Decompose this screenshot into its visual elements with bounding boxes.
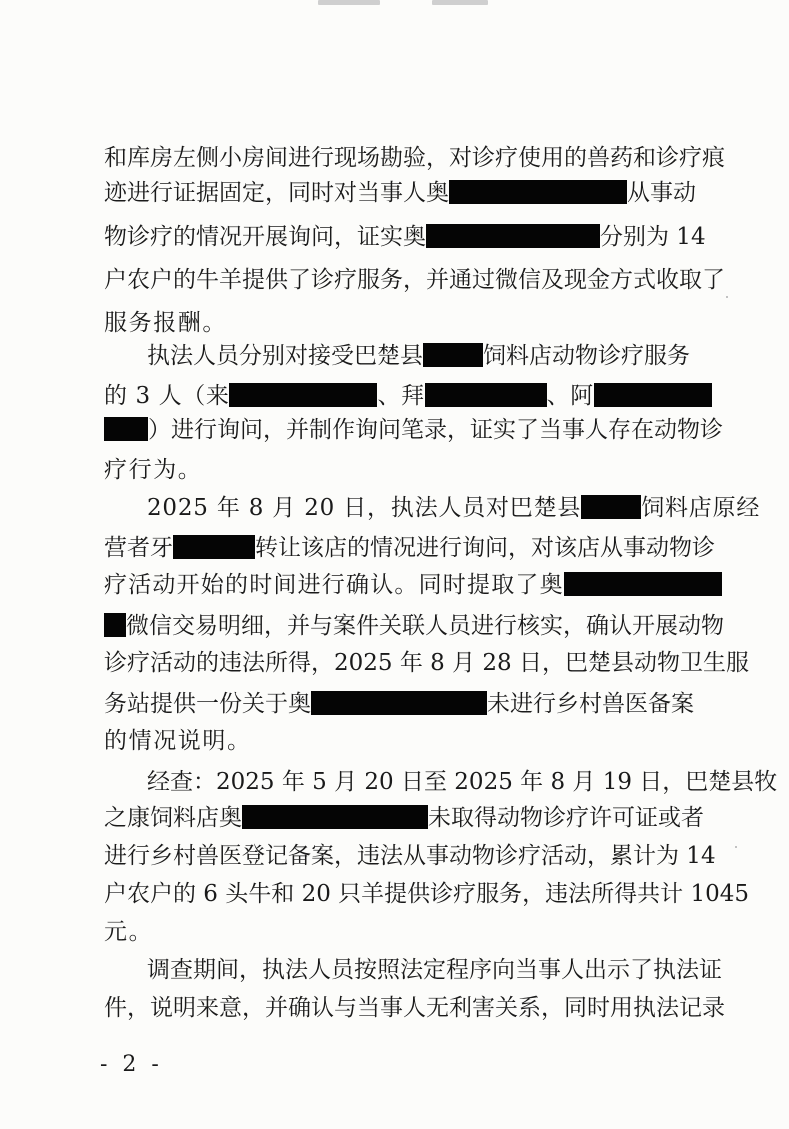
text-line-1 <box>104 140 725 176</box>
redaction-bar <box>311 691 487 715</box>
text-line-19 <box>104 838 716 874</box>
text-segment: 户农户的牛羊提供了诊疗服务，并通过微信及现金方式收取了 <box>104 267 725 293</box>
text-segment: 从事动 <box>627 180 696 206</box>
text-segment: 元。 <box>104 919 154 945</box>
text-line-9 <box>104 452 690 488</box>
text-segment: 、拜 <box>377 383 425 409</box>
text-segment: 疗行为。 <box>104 457 203 483</box>
redaction-bar <box>449 180 627 204</box>
text-segment: 微信交易明细，并与案件关联人员进行核实，确认开展动物 <box>126 613 724 639</box>
text-line-10 <box>147 490 761 526</box>
text-line-8 <box>104 412 723 448</box>
scan-speck <box>726 296 728 298</box>
text-line-4 <box>104 262 725 298</box>
text-segment: 之康饲料店奥 <box>104 805 242 831</box>
text-line-13 <box>104 608 724 644</box>
text-segment: 执法人员分别对接受巴楚县 <box>147 343 423 369</box>
text-segment: 调查期间，执法人员按照法定程序向当事人出示了执法证 <box>147 957 722 983</box>
redaction-bar <box>594 383 712 407</box>
text-segment: 的 3 人（来 <box>104 383 230 409</box>
text-segment: ）进行询问，并制作询问笔录，证实了当事人存在动物诊 <box>148 417 723 443</box>
scan-speck <box>735 846 737 848</box>
text-line-2 <box>104 175 696 211</box>
text-segment: 饲料店原经 <box>641 495 761 521</box>
text-segment: 分别为 14 <box>600 224 706 250</box>
text-segment: 饲料店动物诊疗服务 <box>483 343 690 369</box>
text-segment: 未进行乡村兽医备案 <box>487 691 694 717</box>
redaction-bar <box>423 343 483 367</box>
text-line-22 <box>147 952 722 988</box>
page-number: - 2 - <box>100 1052 163 1077</box>
text-segment: 、阿 <box>546 383 594 409</box>
redaction-bar <box>564 572 722 596</box>
text-segment: 进行乡村兽医登记备案，违法从事动物诊疗活动，累计为 14 <box>104 843 716 869</box>
text-segment: 户农户的 6 头牛和 20 只羊提供诊疗服务，违法所得共计 1045 <box>104 881 749 907</box>
redaction-bar <box>426 224 600 248</box>
text-segment: 服务报酬。 <box>104 310 227 336</box>
text-line-21 <box>104 914 690 950</box>
text-segment: 物诊疗的情况开展询问，证实奥 <box>104 224 426 250</box>
text-line-5 <box>104 305 690 341</box>
text-line-14 <box>104 645 749 681</box>
text-line-17 <box>147 764 778 800</box>
text-segment: 2025 年 8 月 20 日，执法人员对巴楚县 <box>147 495 582 521</box>
text-line-18 <box>104 800 704 836</box>
text-segment: 务站提供一份关于奥 <box>104 691 311 717</box>
text-line-12 <box>104 567 690 603</box>
text-line-15 <box>104 686 694 722</box>
text-line-6 <box>147 338 690 374</box>
text-line-3 <box>104 219 706 255</box>
text-segment: 营者牙 <box>104 535 173 561</box>
text-segment: 的情况说明。 <box>104 728 252 754</box>
redaction-bar <box>173 535 255 559</box>
redaction-bar <box>104 613 126 637</box>
text-line-23 <box>104 990 725 1026</box>
top-scan-marks <box>0 0 789 6</box>
redaction-bar <box>581 495 641 519</box>
text-line-20 <box>104 876 749 912</box>
text-line-11 <box>104 530 715 566</box>
text-segment: 未取得动物诊疗许可证或者 <box>428 805 704 831</box>
text-segment: 经查：2025 年 5 月 20 日至 2025 年 8 月 19 日，巴楚县牧 <box>147 769 778 795</box>
redaction-bar <box>425 383 547 407</box>
text-segment: 转让该店的情况进行询问，对该店从事动物诊 <box>255 535 715 561</box>
text-segment: 和库房左侧小房间进行现场勘验，对诊疗使用的兽药和诊疗痕 <box>104 145 725 171</box>
text-line-7 <box>104 378 690 414</box>
text-segment: 疗活动开始的时间进行确认。同时提取了奥 <box>104 572 564 598</box>
redaction-bar <box>242 805 428 829</box>
text-segment: 诊疗活动的违法所得，2025 年 8 月 28 日，巴楚县动物卫生服 <box>104 650 749 676</box>
text-segment: 件，说明来意，并确认与当事人无利害关系，同时用执法记录 <box>104 995 725 1021</box>
redaction-bar <box>229 383 377 407</box>
text-segment: 迹进行证据固定，同时对当事人奥 <box>104 180 449 206</box>
redaction-bar <box>104 417 148 441</box>
text-line-16 <box>104 723 690 759</box>
